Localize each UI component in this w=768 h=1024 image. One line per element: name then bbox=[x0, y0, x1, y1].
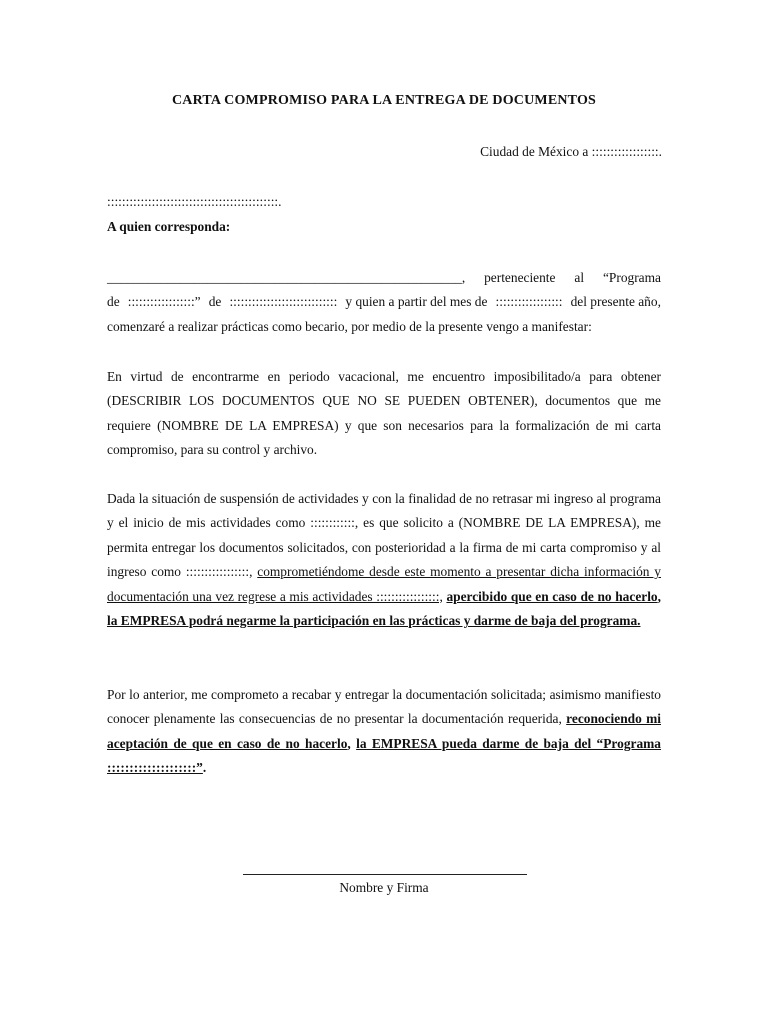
salutation: A quien corresponda: bbox=[107, 219, 231, 234]
underlined-commitment: comprometiéndome desde este momento a presentar dicha información y documentación una vez regrese a mis actividades :::::::::::::::::, bbox=[107, 564, 661, 604]
bold-warning: apercibido que en caso de no hacerlo bbox=[446, 588, 658, 604]
document-title: CARTA COMPROMISO PARA LA ENTREGA DE DOCUMENTOS bbox=[171, 93, 597, 108]
text-span: . bbox=[202, 760, 207, 776]
date-line: Ciudad de México a ::::::::::::::::::. bbox=[480, 144, 662, 159]
text-span: , bbox=[347, 735, 357, 751]
intro-line-2 bbox=[107, 290, 661, 314]
paragraph-text: En virtud de encontrarme en periodo vacacional, me encuentro imposibilitado/a para obtener (DESCRIBIR LOS DOCUMENTOS QUE NO SE PUEDEN OBTENER), documentos que me requiere (NOMBRE DE LA EMPRESA) y que son necesarios para la formalización de mi carta compromiso, para su control y archivo. bbox=[107, 369, 661, 458]
text-span: y quien a partir del mes de bbox=[345, 294, 488, 310]
paragraph-intro bbox=[107, 266, 661, 339]
paragraph-vacation bbox=[107, 365, 661, 463]
bold-acknowledgement: reconociendo mi aceptación de que en caso de no hacerlo bbox=[107, 711, 661, 751]
name-blank: _____________________________________________________, bbox=[107, 270, 466, 285]
bold-consequence: la EMPRESA pueda darme de baja del “Programa ::::::::::::::::::::” bbox=[107, 735, 662, 776]
program-placeholder: ::::::::::::::::::” bbox=[127, 294, 201, 310]
bold-consequence: la EMPRESA podrá negarme la participación en las prácticas y darme de baja del programa. bbox=[107, 613, 641, 629]
text-span: “Programa bbox=[602, 270, 661, 285]
month-placeholder: :::::::::::::::::: bbox=[495, 294, 563, 310]
text-span: de bbox=[208, 294, 222, 310]
text-span: Por lo anterior, me comprometo a recabar y entregar la documentación solicitada; asimismo manifiesto conocer plenamente las consecuencias de no presentar la documentación requerida, bbox=[107, 687, 661, 727]
text-span: de bbox=[107, 294, 120, 310]
paragraph-request bbox=[107, 487, 661, 633]
paragraph-text bbox=[107, 487, 661, 633]
signature-label: Nombre y Firma bbox=[339, 880, 429, 895]
paragraph-text bbox=[107, 683, 661, 781]
text-span: del presente año, bbox=[570, 294, 661, 310]
placeholder-dots: ::::::::::::::::::::::::::::: bbox=[229, 294, 338, 310]
text-span: perteneciente bbox=[484, 270, 556, 285]
text-span: al bbox=[574, 270, 585, 285]
text-span: , bbox=[657, 588, 661, 604]
paragraph-conclusion bbox=[107, 683, 661, 781]
intro-line-1 bbox=[107, 266, 661, 290]
signature-line bbox=[243, 874, 527, 875]
recipient-placeholder: ::::::::::::::::::::::::::::::::::::::::::::::. bbox=[107, 194, 282, 209]
intro-line-3: comenzaré a realizar prácticas como becario, por medio de la presente vengo a manifestar: bbox=[107, 318, 592, 334]
text-span: Dada la situación de suspensión de actividades y con la finalidad de no retrasar mi ingreso al programa y el inicio de mis actividades como ::::::::::::, es que solicito a (NOMBRE DE LA EMPRESA), me permita entregar los documentos solicitados, con posterioridad a la firma de mi carta compromiso y al ingreso como :::::::::::::::::, bbox=[107, 491, 661, 580]
